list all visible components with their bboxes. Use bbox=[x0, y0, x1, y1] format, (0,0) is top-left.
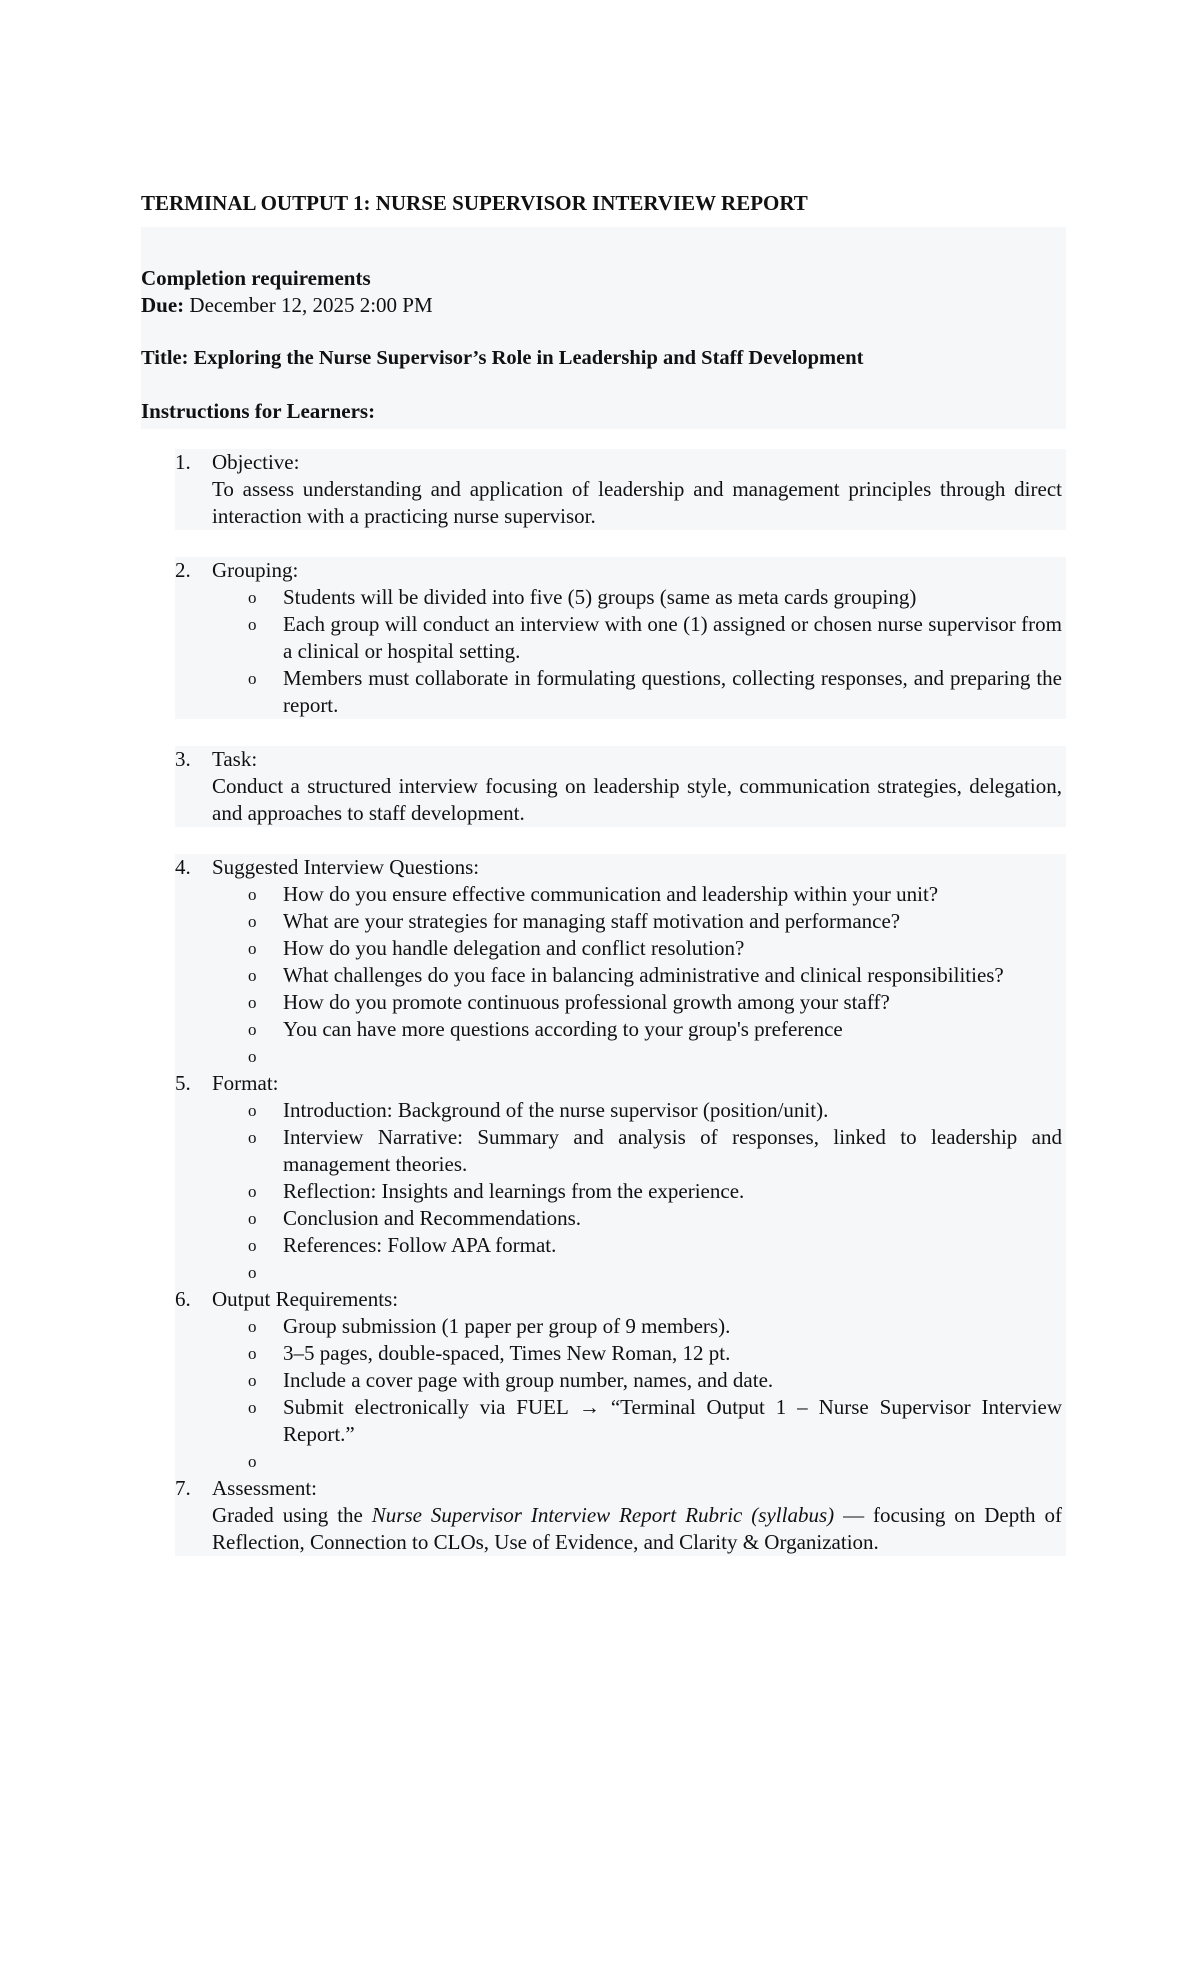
bullet-item bbox=[212, 1097, 1066, 1124]
completion-heading: Completion requirements bbox=[141, 266, 371, 290]
list-item-questions bbox=[175, 854, 1066, 1070]
bullet-icon: o bbox=[248, 1344, 257, 1363]
bullet-item bbox=[212, 881, 1066, 908]
item-number: 5. bbox=[175, 1071, 191, 1095]
item-number: 4. bbox=[175, 855, 191, 879]
assignment-title: Title: Exploring the Nurse Supervisor’s Role in Leadership and Staff Development bbox=[141, 347, 864, 369]
empty-bullet-item bbox=[212, 1448, 1066, 1475]
questions-bullets bbox=[212, 881, 1066, 1070]
item-number: 7. bbox=[175, 1476, 191, 1500]
assessment-heading: Assessment: bbox=[212, 1476, 317, 1500]
bullet-item bbox=[212, 989, 1066, 1016]
questions-heading: Suggested Interview Questions: bbox=[212, 855, 480, 879]
bullet-text: How do you promote continuous professional growth among your staff? bbox=[283, 990, 890, 1014]
due-date-value: December 12, 2025 2:00 PM bbox=[184, 293, 433, 317]
bullet-icon: o bbox=[248, 939, 257, 958]
output-heading: Output Requirements: bbox=[212, 1287, 399, 1311]
instructions-list bbox=[141, 449, 1066, 1556]
bullet-text: You can have more questions according to your group's preference bbox=[283, 1017, 843, 1041]
task-heading: Task: bbox=[212, 747, 258, 771]
bullet-icon: o bbox=[248, 1236, 257, 1255]
bullet-text: Reflection: Insights and learnings from the experience. bbox=[283, 1179, 745, 1203]
grouping-heading: Grouping: bbox=[212, 558, 299, 582]
bullet-icon: o bbox=[248, 1020, 257, 1039]
assessment-body-prefix: Graded using the bbox=[212, 1503, 372, 1527]
bullet-item bbox=[212, 1313, 1066, 1340]
bullet-icon: o bbox=[248, 1047, 257, 1066]
list-item-objective bbox=[175, 449, 1066, 530]
bullet-icon: o bbox=[248, 669, 257, 688]
output-bullets bbox=[212, 1313, 1066, 1475]
bullet-text: What are your strategies for managing staff motivation and performance? bbox=[283, 909, 901, 933]
bullet-icon: o bbox=[248, 588, 257, 607]
bullet-text: Introduction: Background of the nurse supervisor (position/unit). bbox=[283, 1098, 829, 1122]
bullet-icon: o bbox=[248, 885, 257, 904]
bullet-text: Group submission (1 paper per group of 9 members). bbox=[283, 1314, 731, 1338]
completion-section bbox=[141, 227, 1066, 429]
bullet-item bbox=[212, 665, 1066, 719]
bullet-item bbox=[212, 1232, 1066, 1259]
empty-bullet-item bbox=[212, 1259, 1066, 1286]
bullet-text: References: Follow APA format. bbox=[283, 1233, 557, 1257]
bullet-text: Conclusion and Recommendations. bbox=[283, 1206, 582, 1230]
bullet-icon: o bbox=[248, 1398, 257, 1417]
item-number: 3. bbox=[175, 747, 191, 771]
bullet-icon: o bbox=[248, 1128, 257, 1147]
bullet-item bbox=[212, 1124, 1066, 1178]
format-heading: Format: bbox=[212, 1071, 279, 1095]
rubric-reference: Nurse Supervisor Interview Report Rubric (syllabus) bbox=[371, 1503, 835, 1527]
bullet-text: Members must collaborate in formulating questions, collecting responses, and preparing the report. bbox=[283, 666, 1062, 717]
instructions-heading: Instructions for Learners: bbox=[141, 399, 376, 423]
bullet-icon: o bbox=[248, 993, 257, 1012]
bullet-item bbox=[212, 1205, 1066, 1232]
bullet-text: Submit electronically via FUEL → “Terminal Output 1 – Nurse Supervisor Interview Report.” bbox=[283, 1395, 1062, 1446]
bullet-item bbox=[212, 1178, 1066, 1205]
bullet-item bbox=[212, 1367, 1066, 1394]
list-item-grouping bbox=[175, 557, 1066, 719]
assessment-body bbox=[212, 1502, 1066, 1556]
bullet-item bbox=[212, 1016, 1066, 1043]
objective-heading: Objective: bbox=[212, 450, 300, 474]
document-page bbox=[141, 190, 1066, 1556]
bullet-icon: o bbox=[248, 1209, 257, 1228]
item-number: 6. bbox=[175, 1287, 191, 1311]
bullet-item bbox=[212, 935, 1066, 962]
task-body: Conduct a structured interview focusing on leadership style, communication strategies, delegation, and approaches to staff development. bbox=[212, 774, 1062, 825]
bullet-item bbox=[212, 1340, 1066, 1367]
grouping-bullets bbox=[212, 584, 1066, 719]
bullet-text: Interview Narrative: Summary and analysis of responses, linked to leadership and management theories. bbox=[283, 1125, 1062, 1176]
list-item-assessment bbox=[175, 1475, 1066, 1556]
bullet-text: How do you ensure effective communication and leadership within your unit? bbox=[283, 882, 939, 906]
item-number: 2. bbox=[175, 558, 191, 582]
due-date-line bbox=[141, 292, 1066, 319]
bullet-icon: o bbox=[248, 1182, 257, 1201]
bullet-icon: o bbox=[248, 912, 257, 931]
bullet-text: Students will be divided into five (5) groups (same as meta cards grouping) bbox=[283, 585, 917, 609]
bullet-item bbox=[212, 584, 1066, 611]
bullet-item bbox=[212, 611, 1066, 665]
bullet-icon: o bbox=[248, 1101, 257, 1120]
bullet-icon: o bbox=[248, 1263, 257, 1282]
list-item-output-requirements bbox=[175, 1286, 1066, 1475]
format-bullets bbox=[212, 1097, 1066, 1286]
bullet-icon: o bbox=[248, 615, 257, 634]
empty-bullet-item bbox=[212, 1043, 1066, 1070]
bullet-text: What challenges do you face in balancing administrative and clinical responsibilities? bbox=[283, 963, 1004, 987]
bullet-icon: o bbox=[248, 966, 257, 985]
bullet-text: Include a cover page with group number, names, and date. bbox=[283, 1368, 774, 1392]
bullet-item bbox=[212, 962, 1066, 989]
objective-body: To assess understanding and application of leadership and management principles through direct interaction with a practicing nurse supervisor. bbox=[212, 477, 1062, 528]
bullet-text: 3–5 pages, double-spaced, Times New Roman, 12 pt. bbox=[283, 1341, 731, 1365]
bullet-item bbox=[212, 1394, 1066, 1448]
bullet-text: Each group will conduct an interview with one (1) assigned or chosen nurse supervisor from a clinical or hospital setting. bbox=[283, 612, 1062, 663]
list-item-format bbox=[175, 1070, 1066, 1286]
document-title: TERMINAL OUTPUT 1: NURSE SUPERVISOR INTERVIEW REPORT bbox=[141, 191, 808, 215]
bullet-item bbox=[212, 908, 1066, 935]
assessment-body-suffix: — focusing on Depth of Reflection, Connection to CLOs, Use of Evidence, and Clarity & Organization. bbox=[212, 1503, 1062, 1554]
list-item-task bbox=[175, 746, 1066, 827]
bullet-icon: o bbox=[248, 1452, 257, 1471]
due-label: Due: bbox=[141, 293, 185, 317]
bullet-icon: o bbox=[248, 1371, 257, 1390]
bullet-text: How do you handle delegation and conflict resolution? bbox=[283, 936, 745, 960]
bullet-icon: o bbox=[248, 1317, 257, 1336]
item-number: 1. bbox=[175, 450, 191, 474]
